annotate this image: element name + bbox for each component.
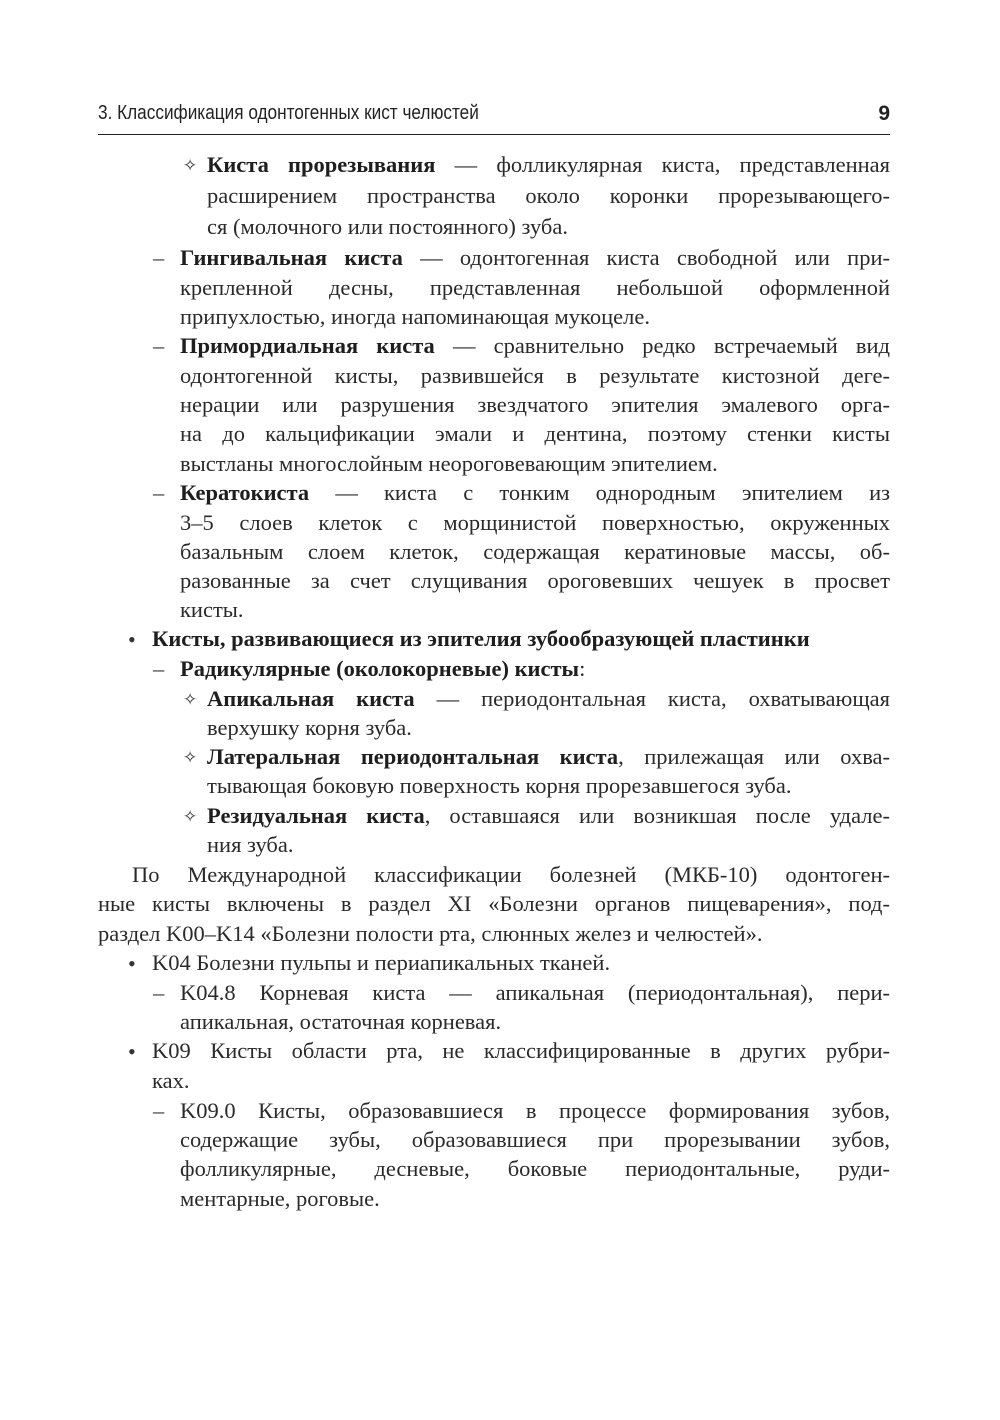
text-line: содержащие зубы, образовавшиеся при прорезывании зубов,: [180, 1127, 890, 1152]
list-item-keratocyst: Кератокиста — киста с тонким однородным эпителием из: [180, 480, 890, 505]
text-line: разованные за счет слущивания ороговевших чешуек в просвет: [180, 568, 890, 593]
list-item-gingival-cyst: Гингивальная киста — одонтогенная киста свободной или при-: [180, 245, 891, 270]
list-item-apical-cyst: Апикальная киста — периодонтальная киста, охватывающая: [207, 686, 891, 711]
term: Апикальная киста: [207, 686, 415, 711]
text-line: припухлостью, иногда напоминающая мукоцеле.: [180, 304, 650, 329]
text-line: верхушку корня зуба.: [207, 715, 412, 740]
text-line: ния зуба.: [207, 832, 294, 857]
chapter-title: 3. Классификация одонтогенных кист челюстей: [98, 102, 479, 124]
text-line: крепленной десны, представленная небольшой оформленной: [180, 275, 890, 300]
term: Резидуальная киста: [207, 803, 425, 828]
text-line: нерации или разрушения звездчатого эпителия эмалевого орга-: [180, 392, 890, 417]
icd-code-k09: K09 Кисты области рта, не классифицированные в других рубри-: [152, 1038, 890, 1063]
text-line: базальным слоем клеток, содержащая кератиновые массы, об-: [180, 539, 890, 564]
term: Примордиальная киста: [180, 333, 435, 358]
bullet-marker: •: [128, 951, 136, 976]
paragraph-line: ные кисты включены в раздел XI «Болезни органов пищеварения», под-: [98, 891, 890, 916]
text-line: ментарные, роговые.: [180, 1186, 380, 1211]
text-line: расширением пространства около коронки прорезывающего-: [207, 183, 890, 208]
term: Киста прорезывания: [207, 152, 436, 177]
term: Гингивальная киста: [180, 245, 403, 270]
dash-marker: –: [153, 656, 165, 681]
text-line: апикальная, остаточная корневая.: [180, 1009, 502, 1034]
bullet-marker: •: [128, 1039, 136, 1064]
text-line: на до кальцификации эмали и дентина, поэтому стенки кисты: [180, 421, 890, 446]
text-line: выстланы многослойным неороговевающим эпителием.: [180, 451, 718, 476]
diamond-bullet-icon: ✧: [183, 156, 198, 176]
subheading-radicular-cysts: Радикулярные (околокорневые) кисты:: [180, 656, 586, 681]
bullet-marker: •: [128, 627, 136, 652]
section-heading-dental-lamina: Кисты, развивающиеся из эпителия зубообразующей пластинки: [152, 626, 810, 651]
dash-marker: –: [153, 245, 165, 270]
diamond-bullet-icon: ✧: [183, 748, 198, 768]
page-number: 9: [878, 102, 890, 125]
list-item-primordial-cyst: Примордиальная киста — сравнительно редко встречаемый вид: [180, 333, 891, 358]
running-header: [98, 100, 890, 135]
text-line: тывающая боковую поверхность корня прорезавшегося зуба.: [207, 773, 792, 798]
text-line: ся (молочного или постоянного) зуба.: [207, 214, 568, 239]
dash-marker: –: [153, 980, 165, 1005]
paragraph-line: раздел K00–K14 «Болезни полости рта, слюнных желез и челюстей».: [98, 921, 763, 946]
diamond-bullet-icon: ✧: [183, 690, 198, 710]
icd-code-k04-8: K04.8 Корневая киста — апикальная (периодонтальная), пери-: [180, 980, 890, 1005]
list-item-eruption-cyst: Киста прорезывания — фолликулярная киста, представленная: [207, 152, 890, 177]
text-line: одонтогенной кисты, развившейся в результате кистозной деге-: [180, 363, 890, 388]
icd-code-k09-0: K09.0 Кисты, образовавшиеся в процессе формирования зубов,: [180, 1098, 890, 1123]
term: Латеральная периодонтальная киста: [207, 744, 619, 769]
text-line: фолликулярные, десневые, боковые периодонтальные, руди-: [180, 1156, 890, 1181]
list-item-lateral-cyst: Латеральная периодонтальная киста, прилежащая или охва-: [207, 744, 891, 769]
dash-marker: –: [153, 1098, 165, 1123]
text-line: кисты.: [180, 597, 244, 622]
text-line: 3–5 слоев клеток с морщинистой поверхностью, окруженных: [180, 510, 890, 535]
paragraph-line: По Международной классификации болезней (МКБ-10) одонтоген-: [132, 862, 890, 887]
diamond-bullet-icon: ✧: [183, 807, 198, 827]
term: Кератокиста: [180, 480, 310, 505]
dash-marker: –: [153, 333, 165, 358]
list-item-residual-cyst: Резидуальная киста, оставшаяся или возникшая после удале-: [207, 803, 890, 828]
text-line: ках.: [152, 1068, 190, 1093]
icd-code-k04: K04 Болезни пульпы и периапикальных тканей.: [152, 950, 611, 975]
dash-marker: –: [153, 480, 165, 505]
